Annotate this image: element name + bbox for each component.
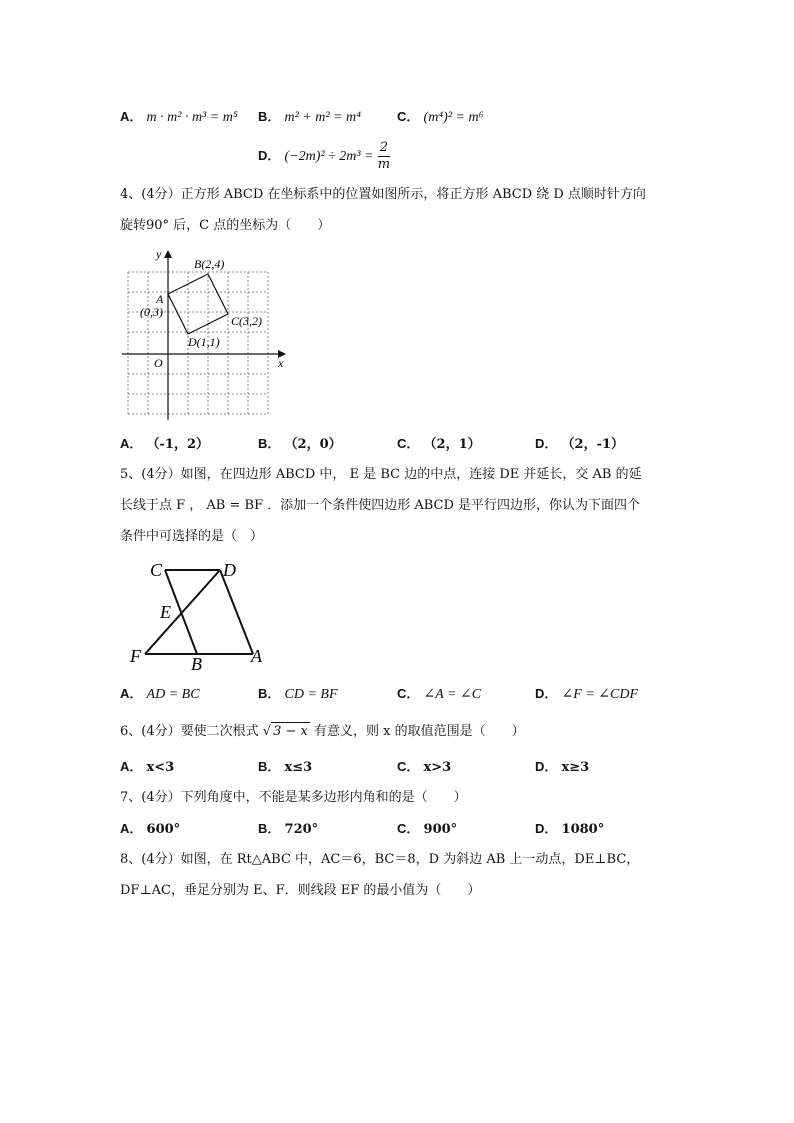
q7-option-b	[258, 820, 318, 839]
q5-stem-line-1: 5、(4分）如图，在四边形 ABCD 中， E 是 BC 边的中点，连接 DE 并延长，交 AB 的延	[120, 467, 642, 482]
option-text: （-1，2）	[146, 437, 210, 452]
fraction-denominator: m	[377, 157, 391, 172]
q6-option-c	[397, 758, 451, 777]
q4-coordinate-figure	[118, 248, 288, 423]
fraction-numerator: 2	[378, 140, 390, 157]
option-label: B．	[258, 821, 281, 836]
q8-stem-line-2: DF⊥AC，垂足分别为 E、F．则线段 EF 的最小值为（ ）	[120, 883, 481, 898]
label-a: A	[251, 646, 262, 666]
y-axis-label: y	[156, 248, 162, 261]
x-axis-label: x	[278, 356, 284, 370]
q3-option-d	[258, 140, 390, 173]
option-text: 720°	[284, 822, 319, 837]
option-label: D．	[535, 759, 558, 774]
q5-stem-line-3: 条件中可选择的是（ ）	[120, 529, 264, 544]
q7-option-d	[535, 820, 604, 839]
label-e: E	[160, 602, 171, 622]
q6-stem-prefix: 6、(4分）要使二次根式	[120, 724, 259, 739]
option-label: A．	[120, 436, 143, 451]
option-label: C．	[397, 821, 420, 836]
option-expression: m² + m² = m⁴	[284, 110, 362, 125]
y-axis-arrow	[164, 250, 172, 258]
option-text: x≤3	[284, 760, 313, 775]
square-abcd	[168, 274, 228, 334]
option-text: x≥3	[561, 760, 590, 775]
option-label: D．	[535, 686, 558, 701]
radical-sign: √	[262, 724, 272, 739]
point-a-coord: (0,3)	[140, 305, 163, 319]
q6-option-a	[120, 758, 174, 777]
option-text: 600°	[146, 822, 181, 837]
option-expression: (−2m)² ÷ 2m³ =	[284, 149, 374, 164]
option-text: ∠A = ∠C	[423, 687, 482, 702]
q5-quadrilateral-figure	[125, 556, 285, 671]
option-text: 1080°	[561, 822, 605, 837]
option-label: A．	[120, 109, 143, 124]
option-text: （2，0）	[284, 437, 342, 452]
option-label: C．	[397, 109, 420, 124]
q7-option-c	[397, 820, 457, 839]
option-label: A．	[120, 821, 143, 836]
q6-option-d	[535, 758, 589, 777]
option-label: D．	[258, 148, 281, 163]
point-a-label: A	[156, 292, 164, 306]
q4-option-d	[535, 435, 624, 454]
label-f: F	[130, 646, 141, 666]
option-expression: m · m² · m³ = m⁵	[146, 110, 238, 125]
option-text: x<3	[146, 760, 175, 775]
option-label: D．	[535, 436, 558, 451]
q5-stem-line-2: 长线于点 F ， AB = BF ．添加一个条件使四边形 ABCD 是平行四边形，你认为下面四个	[120, 498, 641, 513]
q4-option-b	[258, 435, 342, 454]
option-label: C．	[397, 686, 420, 701]
label-c: C	[150, 560, 163, 580]
option-label: C．	[397, 759, 420, 774]
option-text: CD = BF	[284, 687, 338, 702]
option-label: B．	[258, 109, 281, 124]
q6-stem	[120, 722, 525, 741]
q4-stem-line-2: 旋转90° 后，C 点的坐标为（ ）	[120, 218, 331, 233]
q5-option-b	[258, 685, 338, 704]
option-text: x>3	[423, 760, 452, 775]
option-expression: (m⁴)² = m⁶	[423, 110, 484, 125]
option-label: B．	[258, 686, 281, 701]
option-text: AD = BC	[146, 687, 200, 702]
q4-option-c	[397, 435, 481, 454]
origin-label: O	[154, 356, 163, 370]
option-label: B．	[258, 759, 281, 774]
q6-option-b	[258, 758, 312, 777]
q5-option-c	[397, 685, 481, 704]
option-text: ∠F = ∠CDF	[561, 687, 638, 702]
point-b-label: B(2,4)	[194, 257, 225, 271]
label-d: D	[223, 560, 236, 580]
q5-option-a	[120, 685, 200, 704]
q3-option-c	[397, 108, 483, 127]
q7-stem: 7、(4分）下列角度中，不能是某多边形内角和的是（ ）	[120, 790, 467, 805]
q7-option-a	[120, 820, 180, 839]
radicand: 3 − x	[273, 724, 308, 739]
q8-stem-line-1: 8、(4分）如图，在 Rt△ABC 中，AC＝6，BC＝8，D 为斜边 AB 上一动点，DE⊥BC，	[120, 852, 640, 867]
q4-option-a	[120, 435, 209, 454]
point-c-label: C(3,2)	[231, 314, 262, 328]
option-label: C．	[397, 436, 420, 451]
q3-option-a	[120, 108, 238, 127]
option-label: A．	[120, 686, 143, 701]
q3-option-b	[258, 108, 361, 127]
option-label: D．	[535, 821, 558, 836]
label-b: B	[191, 654, 202, 671]
option-label: B．	[258, 436, 281, 451]
q6-stem-suffix: 有意义，则 x 的取值范围是（ ）	[313, 724, 525, 739]
q5-option-d	[535, 685, 638, 704]
option-label: A．	[120, 759, 143, 774]
option-text: （2，1）	[423, 437, 481, 452]
point-d-label: D(1,1)	[188, 335, 220, 349]
option-text: （2，-1）	[561, 437, 625, 452]
q4-stem-line-1: 4、(4分）正方形 ABCD 在坐标系中的位置如图所示，将正方形 ABCD 绕 D 点顺时针方向	[120, 187, 646, 202]
option-text: 900°	[423, 822, 458, 837]
fraction	[378, 140, 390, 173]
